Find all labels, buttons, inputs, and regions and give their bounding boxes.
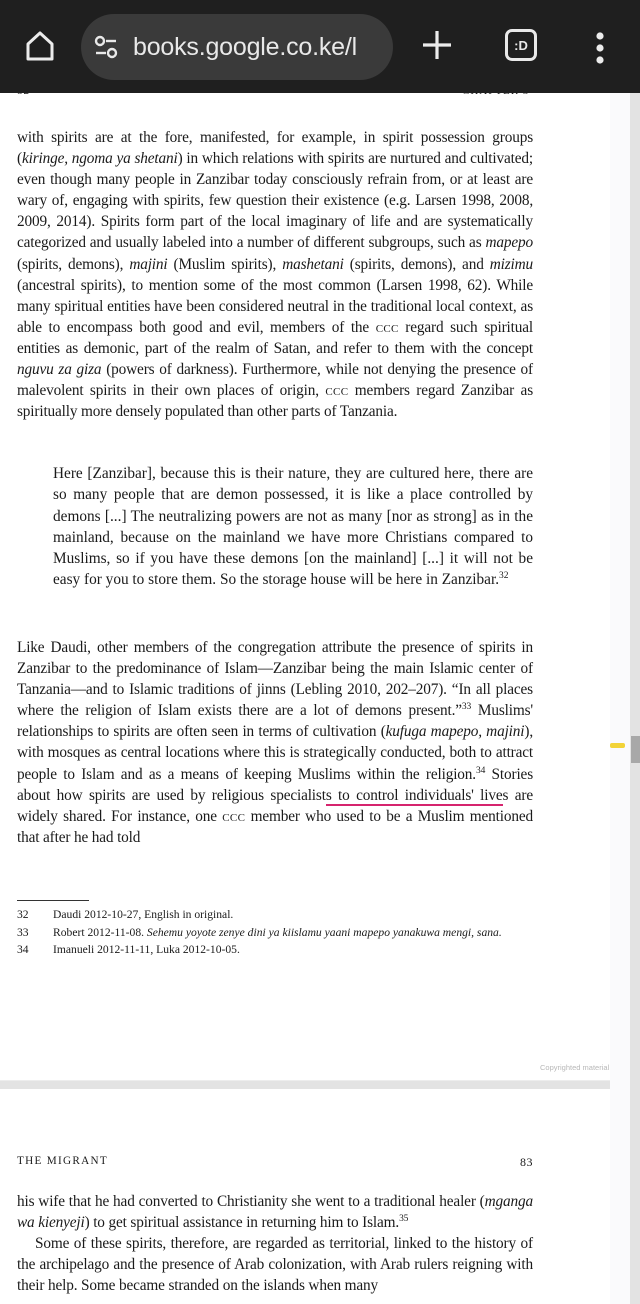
- page-number-83: 83: [520, 1155, 533, 1169]
- page-gutter: [610, 93, 630, 1304]
- body-paragraph-1: with spirits are at the fore, manifested, for example, in spirit possession groups (kiringe, ngoma ya shetani) in which relations with spirits are nurtured and cultivated; even though many people in Zanzibar today consciously refrain from, or at least are wary of, engaging with spirits, few question their existence (e.g. Larsen 1998, 2008, 2009, 2014). Spirits form part of the local imaginary of life and are systematically categorized and usually labeled into a number of different subgroups, such as mapepo (spirits, demons), majini (Muslim spirits), mashetani (spirits, demons), and mizimu (ancestral spirits), to mention some of the most common (Larsen 1998, 62). While many spiritual entities have been considered neutral in the traditional local context, as able to encompass both good and evil, members of the ccc regard such spiritual entities as demonic, part of the realm of Satan, and refer to them with the concept nguvu za giza (powers of darkness). Furthermore, while not denying the presence of malevolent spirits in their own places of origin, ccc members regard Zanzibar as spiritually more densely populated than other parts of Tanzania.: [17, 129, 534, 421]
- body-paragraph-2: Like Daudi, other members of the congregation attribute the presence of spirits in Zanzibar to the predominance of Islam—Zanzibar being the main Islamic center of Tanzania—and to Islamic traditions of jinns (Lebling 2010, 202–207). “In all places where the religion of Islam exists there are a lot of demons present.”$^{33}$ Muslims' relationships to spirits are often seen in terms of cultivation (kufuga mapepo, majini), with mosques as central locations where this is strategically conducted, both to attract people to Islam and as a means of keeping Muslims within the religion.$^{34}$ Stories about how spirits are used by religious specialists to control individuals' lives are widely shared. For instance, one ccc member who used to be a Muslim mentioned that after he had told: [17, 639, 533, 846]
- url-text[interactable]: books.google.co.ke/l: [133, 32, 357, 61]
- browser-toolbar: [0, 0, 640, 93]
- footnote-item: 32 Daudi 2012-10-27, English in original.: [17, 908, 234, 921]
- tab-switcher-icon[interactable]: [505, 29, 537, 61]
- footnote-ref-35[interactable]: 35: [399, 1214, 409, 1224]
- footnote-item: 33 Robert 2012-11-08. Sehemu yoyote zenye dini ya kiislamu yaani mapepo yanakuwa mengi, sana.: [17, 925, 502, 939]
- body-paragraph-4: Some of these spirits, therefore, are regarded as territorial, linked to the history of the archipelago and the presence of Arab colonization, with Arab rulers reigning with their help. Some became stranded on the islands when many: [17, 1235, 533, 1295]
- site-settings-icon[interactable]: [93, 34, 119, 60]
- user-highlight-underline: s to control individuals' live: [325, 786, 503, 804]
- scrollbar-track[interactable]: [630, 93, 640, 1304]
- address-bar[interactable]: [81, 14, 393, 80]
- footnote-ref-34[interactable]: 34: [475, 765, 486, 776]
- new-tab-plus-icon[interactable]: [420, 28, 454, 62]
- scrollbar-thumb[interactable]: [631, 736, 640, 763]
- page-separator: [0, 1080, 610, 1089]
- footnote-ref-32[interactable]: 32: [499, 571, 509, 582]
- book-viewer[interactable]: [0, 93, 640, 1304]
- home-icon[interactable]: [22, 28, 58, 64]
- running-head-83: [17, 1155, 533, 1170]
- block-quote: Here [Zanzibar], because this is their nature, they are cultured here, there are so many people that are demon possessed, it is like a place controlled by demons [...] The neutralizing powers are not as many [nor as strong] as in the mainland, because on the mainland we have more Christians compared to Muslims, so if you have these demons [on the mainland] [...] it will not be easy for you to store them. So the storage house will be here in Zanzibar.$^{32}$: [53, 465, 533, 589]
- copyright-watermark: Copyrighted material: [540, 1063, 610, 1072]
- footnotes: [17, 906, 537, 959]
- footnote-ref-33[interactable]: 33: [461, 702, 472, 713]
- footnote-divider: [17, 900, 89, 901]
- running-head-title: THE MIGRANT: [17, 1155, 109, 1167]
- body-paragraph-3: his wife that he had converted to Christianity she went to a traditional healer (mganga wa kienyeji) to get spiritual assistance in returning him to Islam.$^{35}$: [17, 1193, 533, 1232]
- footnote-item: 34 Imanueli 2012-11-11, Luka 2012-10-05.: [17, 943, 240, 956]
- tab-switcher-label: :D: [514, 37, 528, 53]
- overflow-menu-icon[interactable]: [592, 30, 608, 66]
- search-hit-marker: [610, 743, 625, 748]
